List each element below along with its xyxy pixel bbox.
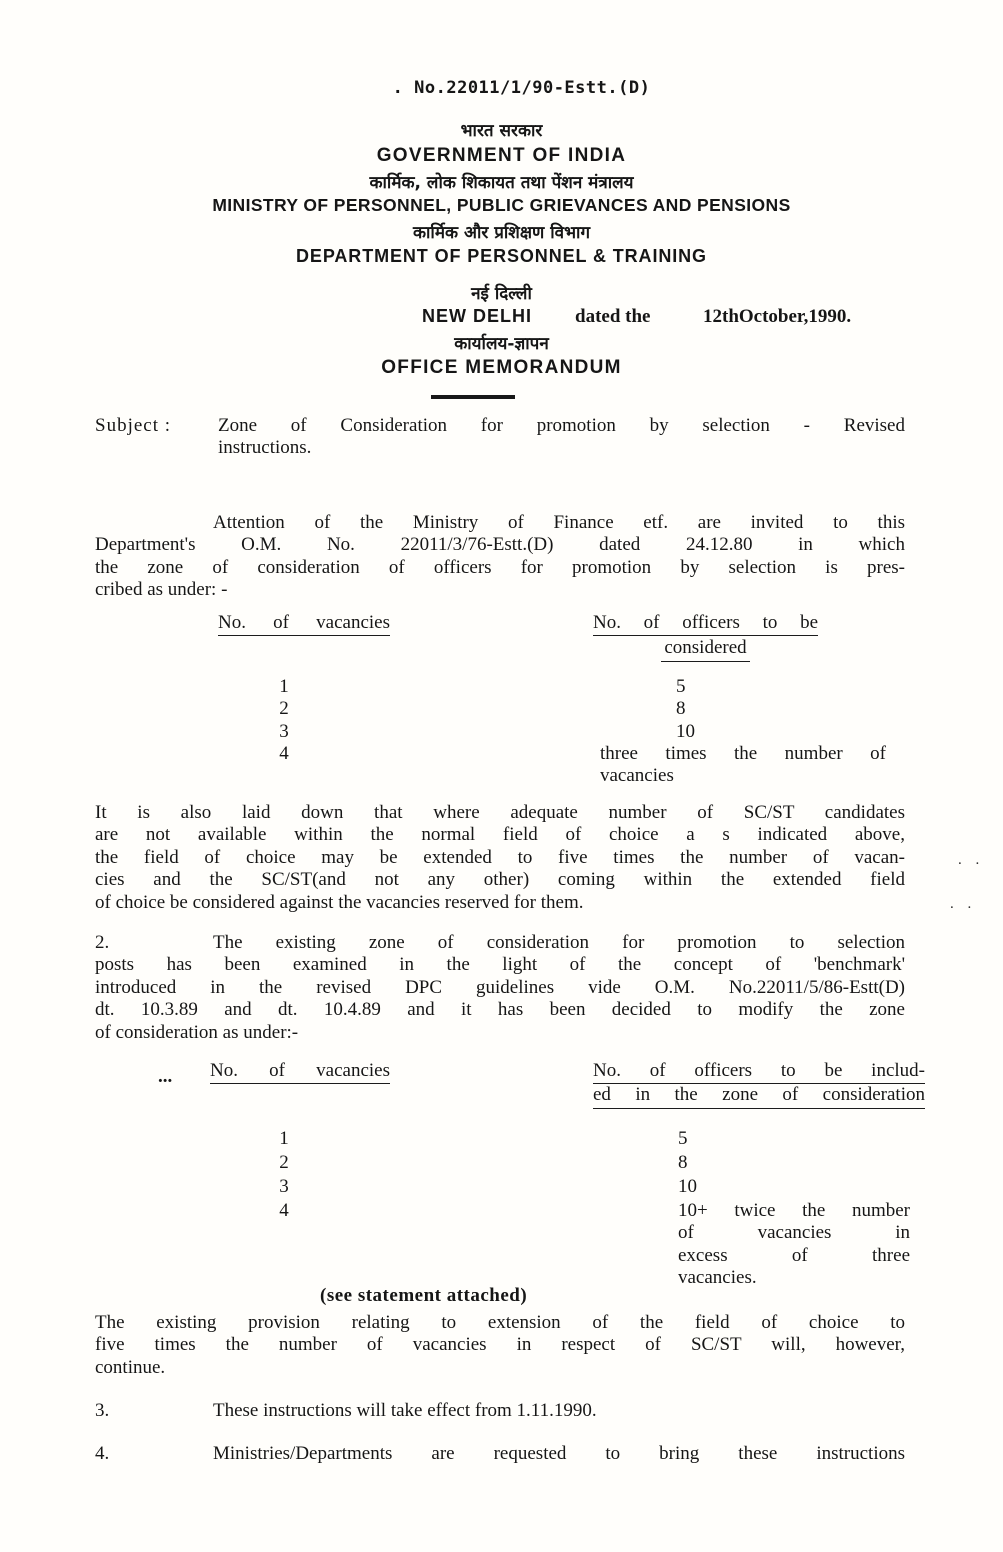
paragraph-4 — [95, 1443, 905, 1465]
om-underline — [431, 395, 515, 399]
text-line: 5 — [678, 1128, 688, 1149]
table2-col2-header — [593, 1060, 925, 1109]
text-line: posts has been examined in the light of the concept of 'benchmark' — [95, 954, 905, 976]
dated-the-label: dated the — [575, 306, 651, 327]
text-line: of consideration as under:- — [95, 1021, 299, 1043]
paragraph-scst — [95, 802, 905, 914]
see-statement-note: (see statement attached) — [320, 1285, 528, 1306]
text-line: It is also laid down that where adequate number of SC/ST candidates — [95, 802, 905, 823]
vacancies-cell: 2 — [279, 698, 289, 719]
text-line: Department's O.M. No. 22011/3/76-Estt.(D) dated 24.12.80 in which — [95, 534, 905, 556]
vacancies-cell: 1 — [279, 1128, 289, 1149]
text-line: These instructions will take effect from 1.11.1990. — [213, 1400, 597, 1421]
department-title: DEPARTMENT OF PERSONNEL & TRAINING — [296, 246, 707, 266]
text-line: dt. 10.3.89 and dt. 10.4.89 and it has been decided to modify the zone — [95, 999, 905, 1021]
hindi-office-memorandum: कार्यालय-ज्ञापन — [454, 334, 549, 354]
vacancies-cell: 4 — [279, 1200, 289, 1221]
text-line: Zone of Consideration for promotion by selection - Revised — [218, 415, 905, 436]
paragraph-3-number: 3. — [95, 1400, 110, 1421]
text-line: three times the number of — [600, 743, 886, 764]
officers-cell — [678, 1200, 910, 1290]
vacancies-cell: 3 — [279, 721, 289, 742]
text-line: 10 — [678, 1176, 697, 1197]
officers-cell — [678, 1176, 910, 1198]
dateline-row — [0, 306, 1003, 332]
text-line: of vacancies in — [678, 1222, 910, 1244]
text-line: excess of three — [678, 1244, 910, 1266]
paragraph-2 — [95, 932, 905, 1044]
text-line: cribed as under: - — [95, 579, 228, 601]
text-line: Attention of the Ministry of Finance etf. are invited to this — [213, 512, 905, 533]
table1-col2-header-line2-wrap — [593, 637, 818, 661]
text-line: Ministries/Departments are requested to bring these instructions — [213, 1443, 905, 1464]
hindi-government-line: भारत सरकार — [460, 121, 543, 141]
paragraph-3-text — [95, 1400, 905, 1422]
text-line: instructions. — [218, 437, 312, 459]
paragraph-3 — [95, 1400, 905, 1422]
text-line: ed in the zone of consideration — [593, 1084, 925, 1108]
new-delhi-label: NEW DELHI — [422, 306, 532, 326]
reference-number: . No.22011/1/90-Estt.(D) — [392, 78, 651, 98]
table-2 — [95, 1060, 955, 1295]
officers-cell — [676, 721, 916, 743]
text-line: vacancies — [600, 765, 674, 787]
text-line: introduced in the revised DPC guidelines vide O.M. No.22011/5/86-Estt(D) — [95, 976, 905, 998]
officers-cell — [600, 743, 886, 788]
text-line: continue. — [95, 1356, 166, 1378]
text-line: 5 — [676, 676, 686, 697]
text-line: cies and the SC/ST(and not any other) coming within the extended field — [95, 869, 905, 891]
table-1 — [95, 612, 955, 797]
hindi-department-line: कार्मिक और प्रशिक्षण विभाग — [412, 223, 591, 243]
text-line: The existing zone of consideration for promotion to selection — [213, 932, 905, 953]
text-line: 10 — [676, 721, 695, 742]
table2-col1-header: No. of vacancies — [210, 1060, 390, 1084]
table1-col2-header-line1: No. of officers to be — [593, 612, 818, 636]
vacancies-cell: 3 — [279, 1176, 289, 1197]
date-value: 12thOctober,1990. — [703, 306, 852, 327]
officers-cell — [678, 1152, 910, 1174]
table1-col1-header: No. of vacancies — [218, 612, 390, 636]
table1-col2-header — [593, 612, 818, 662]
text-line: of choice be considered against the vacancies reserved for them. — [95, 891, 584, 913]
vacancies-cell: 4 — [279, 743, 289, 764]
paragraph-1 — [95, 512, 905, 602]
paragraph-4-number: 4. — [95, 1443, 110, 1464]
hindi-ministry-line: कार्मिक, लोक शिकायत तथा पेंशन मंत्रालय — [369, 173, 634, 193]
text-line: 10+ twice the number — [678, 1200, 910, 1221]
paragraph-2-text — [95, 932, 905, 1044]
officers-cell — [676, 676, 916, 698]
subject-text — [218, 415, 905, 460]
government-of-india-title: GOVERNMENT OF INDIA — [376, 145, 627, 166]
leader-dots: ... — [158, 1066, 173, 1087]
text-line: five times the number of vacancies in respect of SC/ST will, however, — [95, 1334, 905, 1356]
paragraph-4-text — [95, 1443, 905, 1465]
officers-cell — [678, 1128, 910, 1150]
ministry-title: MINISTRY OF PERSONNEL, PUBLIC GRIEVANCES AND PENSIONS — [212, 195, 791, 215]
officers-cell — [676, 698, 916, 720]
text-line: No. of officers to be includ- — [593, 1060, 925, 1084]
vacancies-cell: 1 — [279, 676, 289, 697]
scan-artifact: . . — [950, 896, 977, 912]
table1-col2-header-line2: considered — [661, 637, 749, 661]
text-line: the field of choice may be extended to five times the number of vacan- — [95, 846, 905, 868]
paragraph-existing-provision — [95, 1312, 905, 1379]
text-line: 8 — [676, 698, 686, 719]
hindi-new-delhi: नई दिल्ली — [471, 284, 532, 304]
office-memorandum-title: OFFICE MEMORANDUM — [381, 357, 622, 378]
vacancies-cell: 2 — [279, 1152, 289, 1173]
subject-label: Subject : — [95, 415, 172, 436]
text-line: 8 — [678, 1152, 688, 1173]
scan-artifact: . . — [958, 852, 985, 868]
paragraph-2-number: 2. — [95, 932, 110, 953]
text-line: are not available within the normal field of choice a s indicated above, — [95, 824, 905, 846]
subject-block — [95, 415, 905, 460]
text-line: vacancies. — [678, 1267, 757, 1289]
text-line: The existing provision relating to extension of the field of choice to — [95, 1312, 905, 1333]
text-line: the zone of consideration of officers for promotion by selection is pres- — [95, 556, 905, 578]
